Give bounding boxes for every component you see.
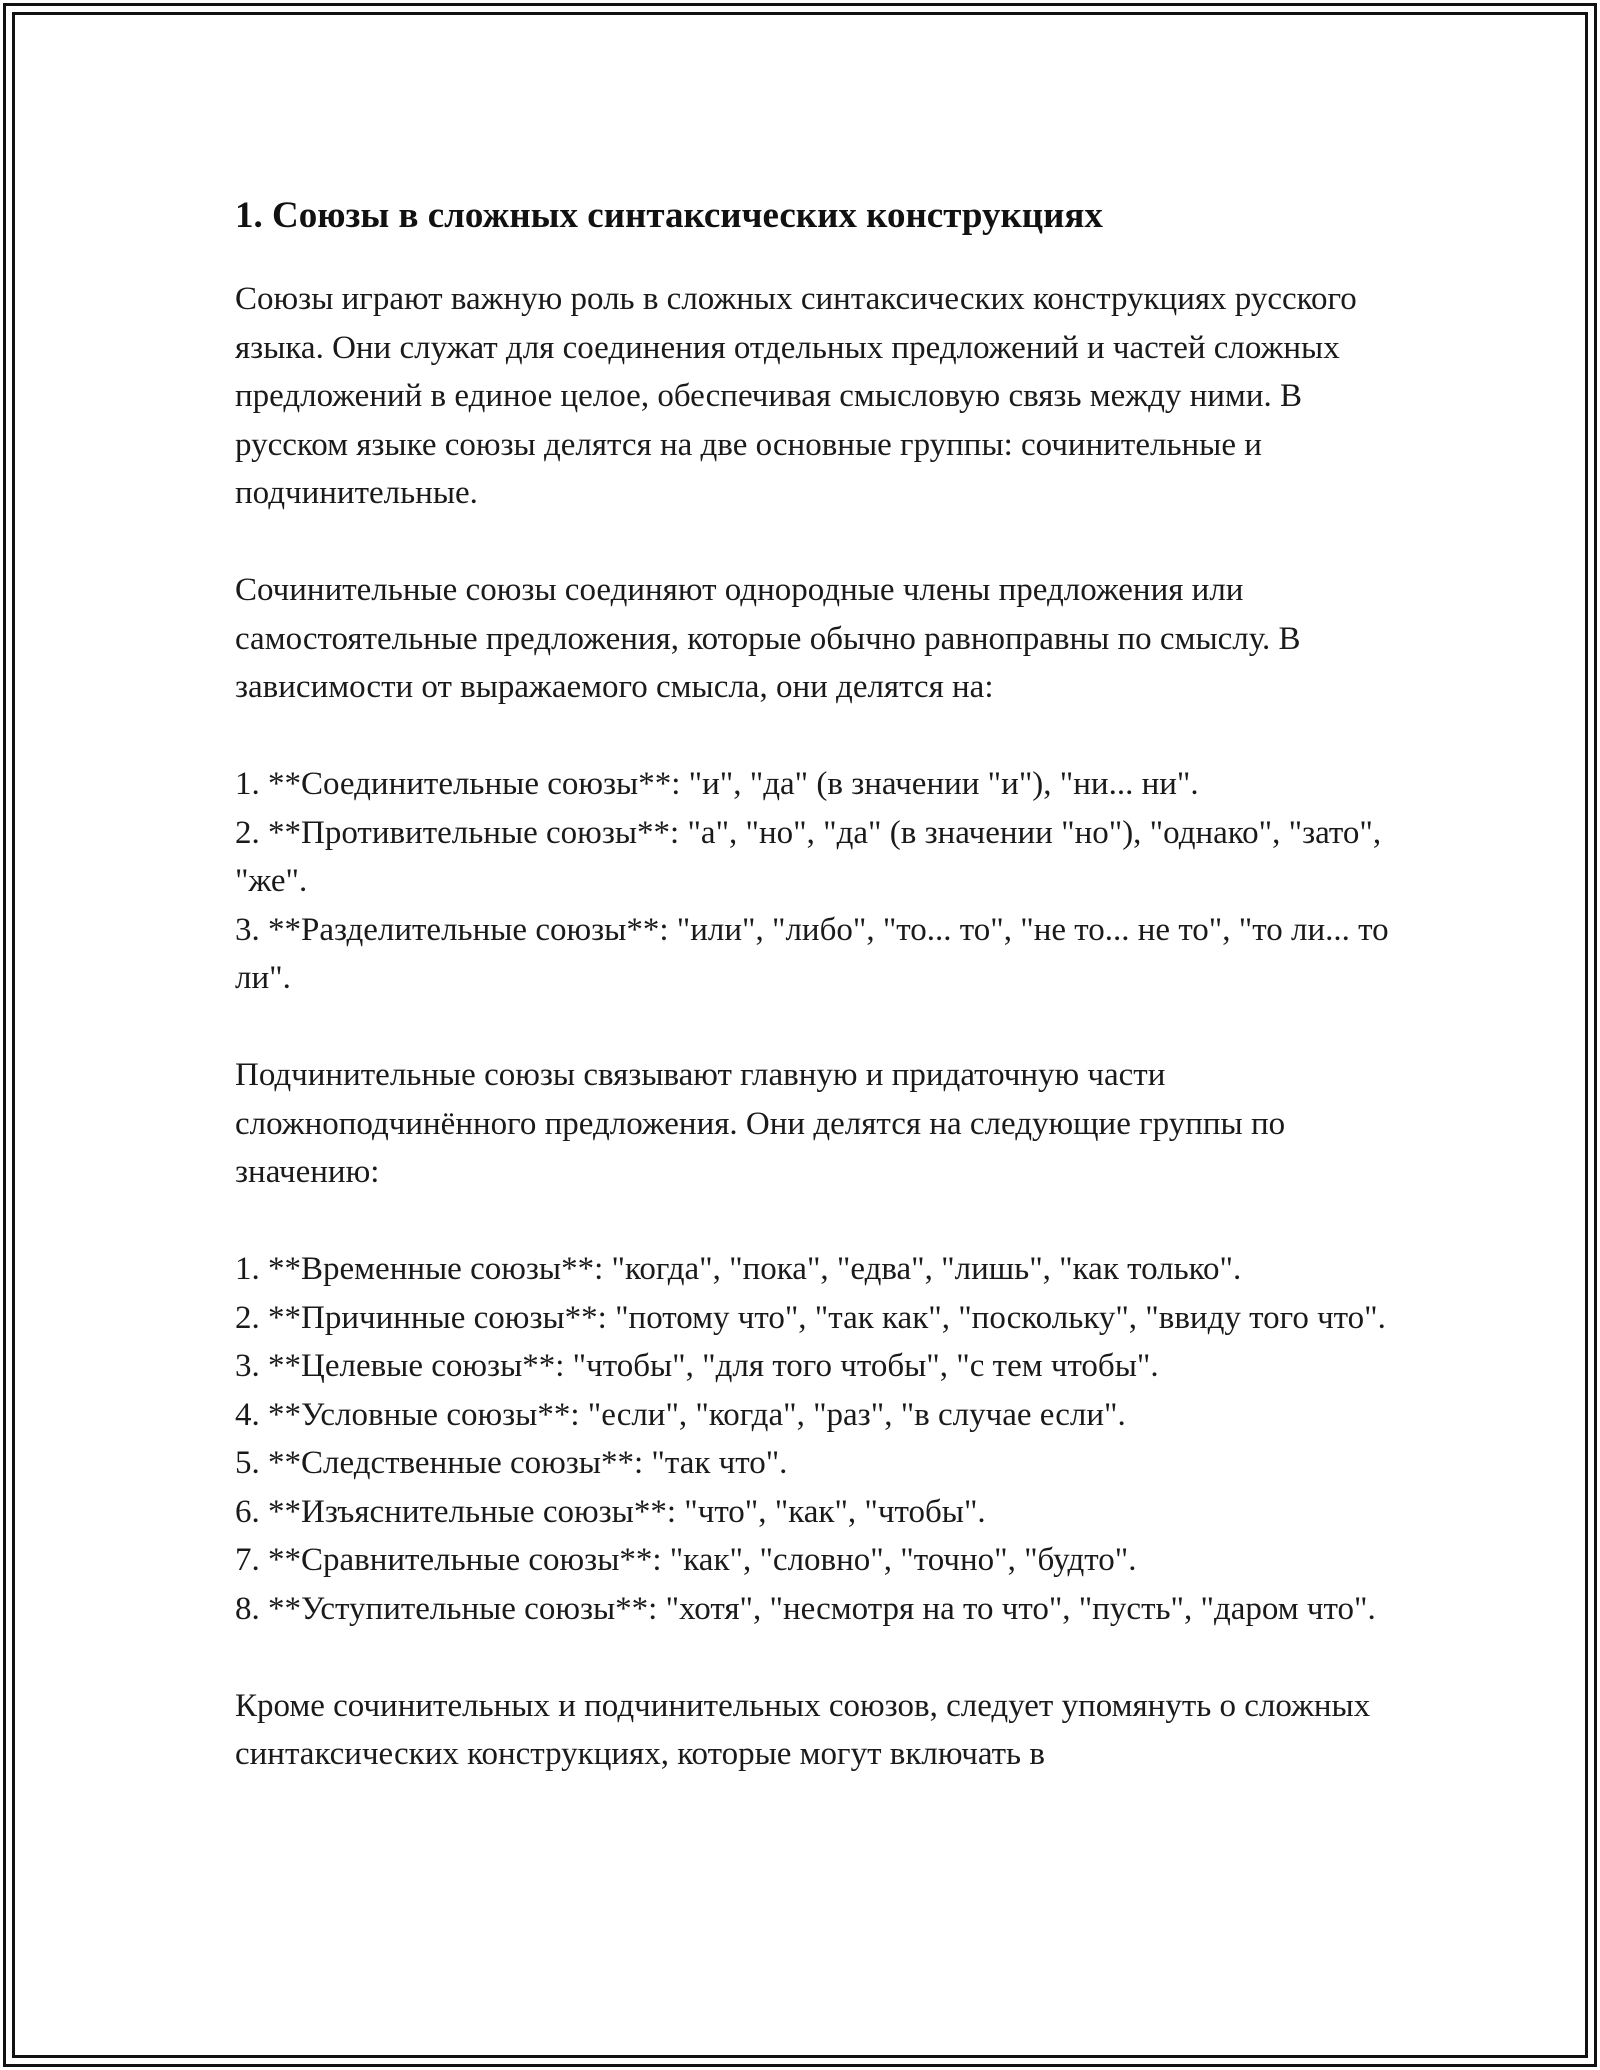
coordinating-conjunctions-list (235, 760, 1395, 1003)
section-heading: 1. Союзы в сложных синтаксических конструкциях (235, 195, 1103, 236)
paragraph-spacer (235, 1633, 1395, 1682)
list-item: 1. **Соединительные союзы**: "и", "да" (в значении "и"), "ни... ни". (235, 766, 1199, 802)
list-item: 6. **Изъяснительные союзы**: "что", "как", "чтобы". (235, 1493, 986, 1530)
paragraph-spacer (235, 518, 1395, 567)
list-item: 4. **Условные союзы**: "если", "когда", "раз", "в случае если". (235, 1396, 1126, 1433)
list-item: 3. **Целевые союзы**: "чтобы", "для того чтобы", "с тем чтобы". (235, 1348, 1159, 1384)
list-item: 2. **Противительные союзы**: "а", "но", "да" (в значении "но"), "однако", "зато", "же". (235, 814, 1382, 899)
document-body (235, 187, 1395, 1779)
list-item: 7. **Сравнительные союзы**: "как", "словно", "точно", "будто". (235, 1542, 1137, 1578)
paragraph-spacer (235, 1003, 1395, 1052)
subordinating-conjunctions-list (235, 1245, 1395, 1633)
list-item: 1. **Временные союзы**: "когда", "пока", "едва", "лишь", "как только". (235, 1251, 1242, 1287)
paragraph-spacer (235, 1197, 1395, 1246)
list-item: 2. **Причинные союзы**: "потому что", "так как", "поскольку", "ввиду того что". (235, 1299, 1386, 1336)
coordinating-paragraph: Сочинительные союзы соединяют однородные члены предложения или самостоятельные предложения, которые обычно равноправны по смыслу. В зависимости от выражаемого смысла, они делятся на: (235, 572, 1301, 705)
list-item: 8. **Уступительные союзы**: "хотя", "несмотря на то что", "пусть", "даром что". (235, 1590, 1376, 1627)
list-item: 5. **Следственные союзы**: "так что". (235, 1445, 788, 1481)
list-item: 3. **Разделительные союзы**: "или", "либо", "то... то", "не то... не то", "то ли... то ли". (235, 911, 1389, 996)
outro-paragraph: Кроме сочинительных и подчинительных союзов, следует упомянуть о сложных синтаксических конструкциях, которые могут включать в (235, 1687, 1371, 1772)
subordinating-paragraph: Подчинительные союзы связывают главную и придаточную части сложноподчинённого предложения. Они делятся на следующие группы по значению: (235, 1057, 1286, 1190)
intro-paragraph: Союзы играют важную роль в сложных синтаксических конструкциях русского языка. Они служат для соединения отдельных предложений и частей сложных предложений в единое целое, обеспечивая смысловую связь между ними. В русском языке союзы делятся на две основные группы: сочинительные и подчинительные. (235, 281, 1357, 511)
paragraph-spacer (235, 712, 1395, 761)
